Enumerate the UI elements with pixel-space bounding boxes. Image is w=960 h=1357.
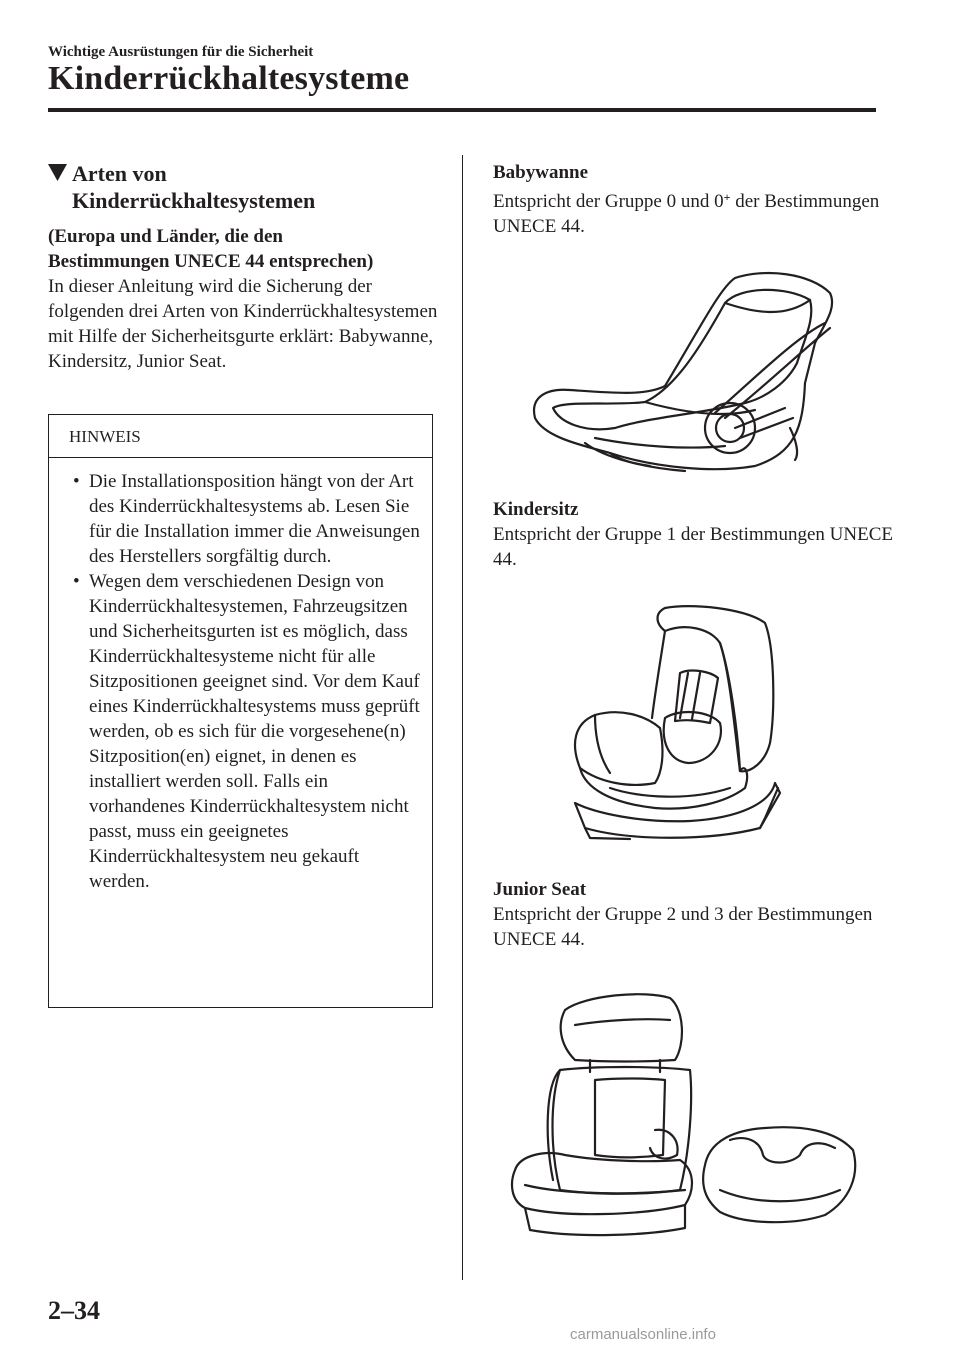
babywanne-illustration	[525, 268, 845, 478]
note-item-text: Die Installationsposition hängt von der Art des Kinderrückhaltesystems ab. Lesen Sie für die Installation immer die Anweisungen des Herstellers sorgfältig durch.	[89, 471, 420, 567]
page-number: 2–34	[48, 1296, 100, 1325]
junior-block	[493, 877, 893, 952]
note-list	[67, 469, 422, 894]
note-title: HINWEIS	[69, 427, 141, 446]
note-item-text: Wegen dem verschiedenen Design von Kinderrückhaltesystemen, Fahrzeugsitzen und Sicherheitsgurten ist es möglich, dass Kinderrückhaltesysteme nicht für alle Sitzpositionen geeignet sind. Vor dem Kauf eines Kinderrückhaltesystems muss geprüft werden, ob es sich für die vorgesehene(n) Sitzposition(en) eignet, in denen es installiert werden soll. Falls ein vorhandenes Kinderrückhaltesystem nicht passt, muss ein geeignetes Kinderrückhaltesystem neu gekauft werden.	[89, 571, 420, 892]
junior-title: Junior Seat	[493, 879, 587, 900]
watermark: carmanualsonline.info	[570, 1326, 716, 1343]
babywanne-text-a: Entspricht der Gruppe 0 und 0	[493, 191, 724, 212]
section-heading-line1: Arten von	[72, 161, 167, 186]
kindersitz-text: Entspricht der Gruppe 1 der Bestimmungen UNECE 44.	[493, 524, 893, 570]
note-header	[49, 415, 432, 458]
intro-subtitle-line1: (Europa und Länder, die den	[48, 226, 283, 247]
section-heading-line2: Kinderrückhaltesystemen	[72, 188, 316, 213]
header-rule	[48, 108, 876, 112]
kindersitz-title: Kindersitz	[493, 499, 579, 520]
note-box	[48, 414, 433, 1008]
bullet-icon: •	[73, 571, 80, 592]
column-divider	[462, 155, 463, 1280]
section-heading	[48, 160, 448, 214]
section-label: Wichtige Ausrüstungen für die Sicherheit	[48, 44, 314, 60]
junior-seat-illustration	[505, 990, 865, 1240]
babywanne-block	[493, 160, 893, 239]
babywanne-text-b: der Bestimmungen UNECE 44.	[493, 191, 880, 237]
intro-text: In dieser Anleitung wird die Sicherung der folgenden drei Arten von Kinderrückhaltesystemen mit Hilfe der Sicherheitsgurte erklärt: Babywanne, Kindersitz, Junior Seat.	[48, 276, 438, 372]
babywanne-sup: +	[723, 190, 731, 204]
note-item	[67, 569, 422, 894]
bullet-icon: •	[73, 471, 80, 492]
kindersitz-illustration	[570, 603, 785, 843]
junior-text: Entspricht der Gruppe 2 und 3 der Bestimmungen UNECE 44.	[493, 904, 873, 950]
triangle-down-icon	[48, 160, 72, 187]
page-title: Kinderrückhaltesysteme	[48, 60, 410, 97]
intro-block	[48, 224, 448, 374]
intro-subtitle-line2: Bestimmungen UNECE 44 entsprechen)	[48, 251, 374, 272]
note-item	[67, 469, 422, 569]
babywanne-title: Babywanne	[493, 162, 589, 183]
kindersitz-block	[493, 497, 893, 572]
